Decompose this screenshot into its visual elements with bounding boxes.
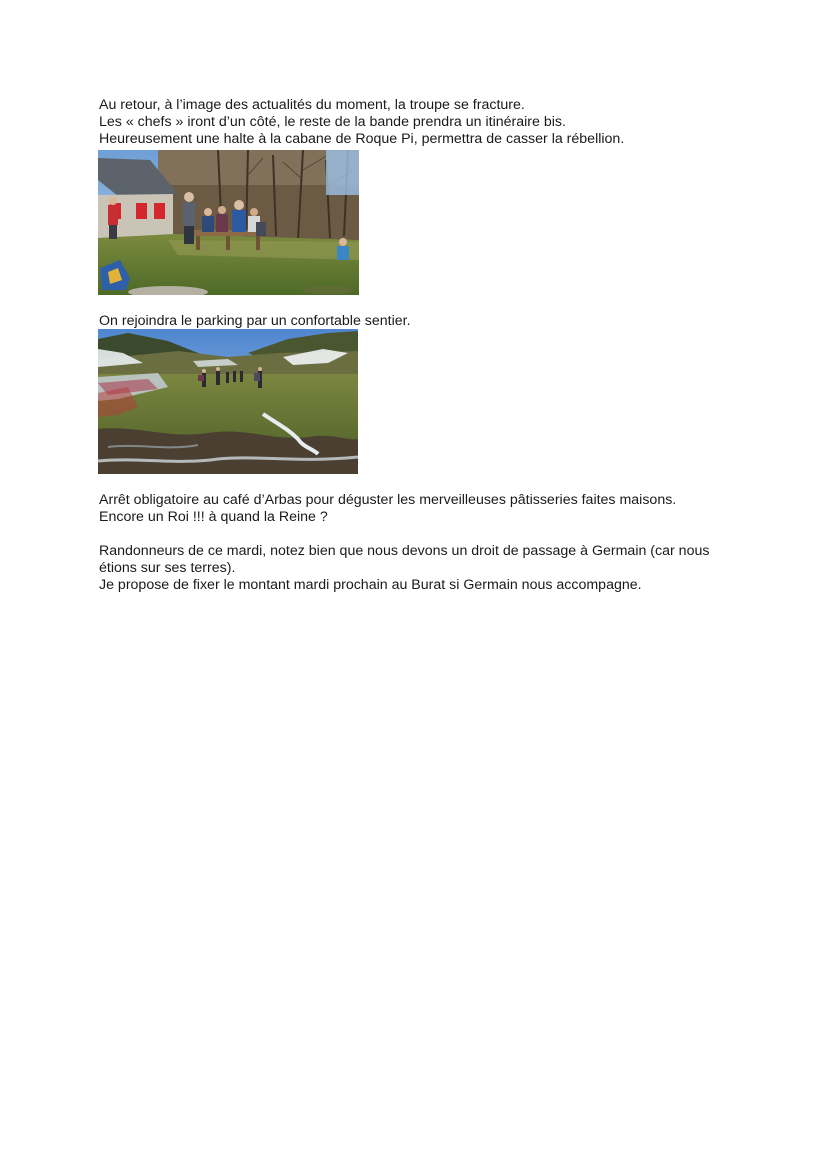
closing-paragraph	[99, 543, 709, 594]
text-line: On rejoindra le parking par un confortable sentier.	[99, 313, 411, 329]
cafe-paragraph	[99, 492, 676, 526]
photo-meadow-hike	[98, 329, 358, 474]
parking-paragraph	[99, 313, 411, 330]
text-line: Arrêt obligatoire au café d’Arbas pour déguster les merveilleuses pâtisseries faites maisons.	[99, 492, 677, 508]
intro-paragraph	[99, 97, 624, 148]
text-line: Je propose de fixer le montant mardi prochain au Burat si Germain nous accompagne.	[99, 577, 642, 593]
text-line: Au retour, à l’image des actualités du moment, la troupe se fracture.	[99, 97, 525, 113]
text-line: Les « chefs » iront d’un côté, le reste de la bande prendra un itinéraire bis.	[99, 114, 566, 130]
photo-hut-rest	[98, 150, 359, 295]
text-line: Randonneurs de ce mardi, notez bien que nous devons un droit de passage à Germain (car nous	[99, 543, 710, 559]
text-line: Heureusement une halte à la cabane de Roque Pi, permettra de casser la rébellion.	[99, 131, 625, 147]
text-line: Encore un Roi !!! à quand la Reine ?	[99, 509, 328, 525]
text-line: étions sur ses terres).	[99, 560, 236, 576]
